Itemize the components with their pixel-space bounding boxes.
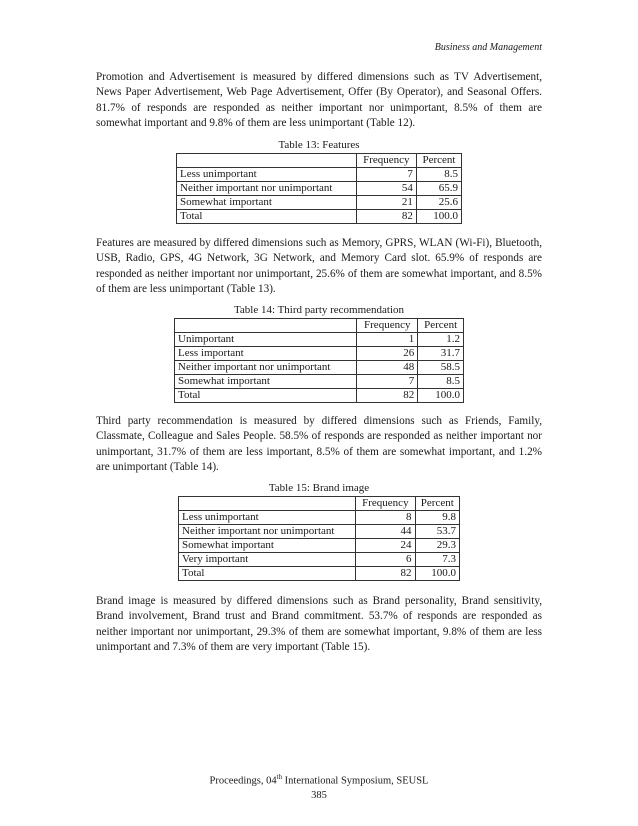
table-15-caption: Table 15: Brand image [268, 482, 370, 494]
row-label: Neither important nor unimportant [175, 361, 357, 375]
table-header-cell [175, 319, 357, 333]
percent-cell: 8.5 [418, 375, 464, 389]
table-row [179, 539, 460, 553]
frequency-cell: 82 [357, 389, 418, 403]
table-header-cell: Frequency [356, 497, 415, 511]
table-row [179, 567, 460, 581]
proceedings-line [0, 770, 638, 789]
frequency-cell: 7 [356, 168, 416, 182]
frequency-cell: 44 [356, 525, 415, 539]
table-row [179, 553, 460, 567]
frequency-cell: 82 [356, 210, 416, 224]
percent-cell: 29.3 [415, 539, 459, 553]
row-label: Somewhat important [179, 539, 356, 553]
running-header: Business and Management [434, 42, 542, 53]
table-header-cell: Percent [415, 497, 459, 511]
frequency-cell: 26 [357, 347, 418, 361]
table-row [179, 511, 460, 525]
table-row [175, 347, 464, 361]
table-header-cell: Percent [418, 319, 464, 333]
frequency-cell: 6 [356, 553, 415, 567]
table-15 [178, 496, 460, 581]
table-row [177, 182, 462, 196]
percent-cell: 58.5 [418, 361, 464, 375]
table-14 [174, 318, 464, 403]
percent-cell: 25.6 [416, 196, 461, 210]
row-label: Total [175, 389, 357, 403]
percent-cell: 7.3 [415, 553, 459, 567]
frequency-cell: 82 [356, 567, 415, 581]
percent-cell: 65.9 [416, 182, 461, 196]
frequency-cell: 8 [356, 511, 415, 525]
frequency-cell: 1 [357, 333, 418, 347]
page-number: 385 [311, 789, 327, 801]
row-label: Neither important nor unimportant [177, 182, 357, 196]
table-row [177, 168, 462, 182]
table-header-cell [177, 154, 357, 168]
table-header-row [177, 154, 462, 168]
table-row [175, 361, 464, 375]
table-row [179, 525, 460, 539]
percent-cell: 100.0 [418, 389, 464, 403]
table-row [175, 389, 464, 403]
table-13 [176, 153, 462, 224]
paragraph-brand-image: Brand image is measured by differed dimensions such as Brand personality, Brand sensitivity, Brand involvement, Brand trust and Brand commitment. 53.7% of responds are responded as neither important nor unimportant, 29.3% of them are somewhat important, 9.8% of them are less unimportant and 7.3% of them are very important (Table 15). [96, 595, 542, 654]
row-label: Unimportant [175, 333, 357, 347]
row-label: Total [177, 210, 357, 224]
percent-cell: 9.8 [415, 511, 459, 525]
frequency-cell: 21 [356, 196, 416, 210]
percent-cell: 100.0 [415, 567, 459, 581]
paragraph-third-party: Third party recommendation is measured by differed dimensions such as Friends, Family, Classmate, Colleague and Sales People. 58.5% of responds are responded as neither important nor unimportant, 31.7% of them are less important, 8.5% of them are somewhat important, and 1.2% are unimportant (Table 14). [96, 415, 542, 474]
percent-cell: 31.7 [418, 347, 464, 361]
row-label: Less unimportant [179, 511, 356, 525]
percent-cell: 100.0 [416, 210, 461, 224]
table-row [177, 196, 462, 210]
row-label: Neither important nor unimportant [179, 525, 356, 539]
row-label: Somewhat important [175, 375, 357, 389]
proceedings-prefix: Proceedings, 04 [209, 775, 277, 787]
table-row [175, 333, 464, 347]
table-header-cell: Frequency [356, 154, 416, 168]
frequency-cell: 7 [357, 375, 418, 389]
table-row [175, 375, 464, 389]
percent-cell: 8.5 [416, 168, 461, 182]
proceedings-suffix: International Symposium, SEUSL [282, 775, 429, 787]
table-header-row [179, 497, 460, 511]
table-header-row [175, 319, 464, 333]
table-13-caption: Table 13: Features [278, 139, 360, 151]
table-row [177, 210, 462, 224]
table-header-cell [179, 497, 356, 511]
ordinal-suffix: th [276, 773, 283, 781]
table-header-cell: Frequency [357, 319, 418, 333]
paragraph-features: Features are measured by differed dimensions such as Memory, GPRS, WLAN (Wi-Fi), Bluetooth, USB, Radio, GPS, 4G Network, 3G Network, and Memory Card slot. 65.9% of responds are responded as neither important nor unimportant, 25.6% of them are somewhat important, and 8.5% of them are less unimportant (Table 13). [96, 237, 542, 296]
table-14-caption: Table 14: Third party recommendation [233, 304, 405, 316]
frequency-cell: 54 [356, 182, 416, 196]
row-label: Less unimportant [177, 168, 357, 182]
percent-cell: 53.7 [415, 525, 459, 539]
percent-cell: 1.2 [418, 333, 464, 347]
row-label: Very important [179, 553, 356, 567]
table-header-cell: Percent [416, 154, 461, 168]
frequency-cell: 24 [356, 539, 415, 553]
frequency-cell: 48 [357, 361, 418, 375]
row-label: Less important [175, 347, 357, 361]
page-footer [0, 770, 638, 803]
row-label: Somewhat important [177, 196, 357, 210]
paragraph-promotion: Promotion and Advertisement is measured by differed dimensions such as TV Advertisement, News Paper Advertisement, Web Page Advertisement, Offer (By Operator), and Seasonal Offers. 81.7% of responds are responded as neither important nor unimportant, 8.5% of them are somewhat important and 9.8% of them are less unimportant (Table 12). [96, 71, 542, 130]
row-label: Total [179, 567, 356, 581]
